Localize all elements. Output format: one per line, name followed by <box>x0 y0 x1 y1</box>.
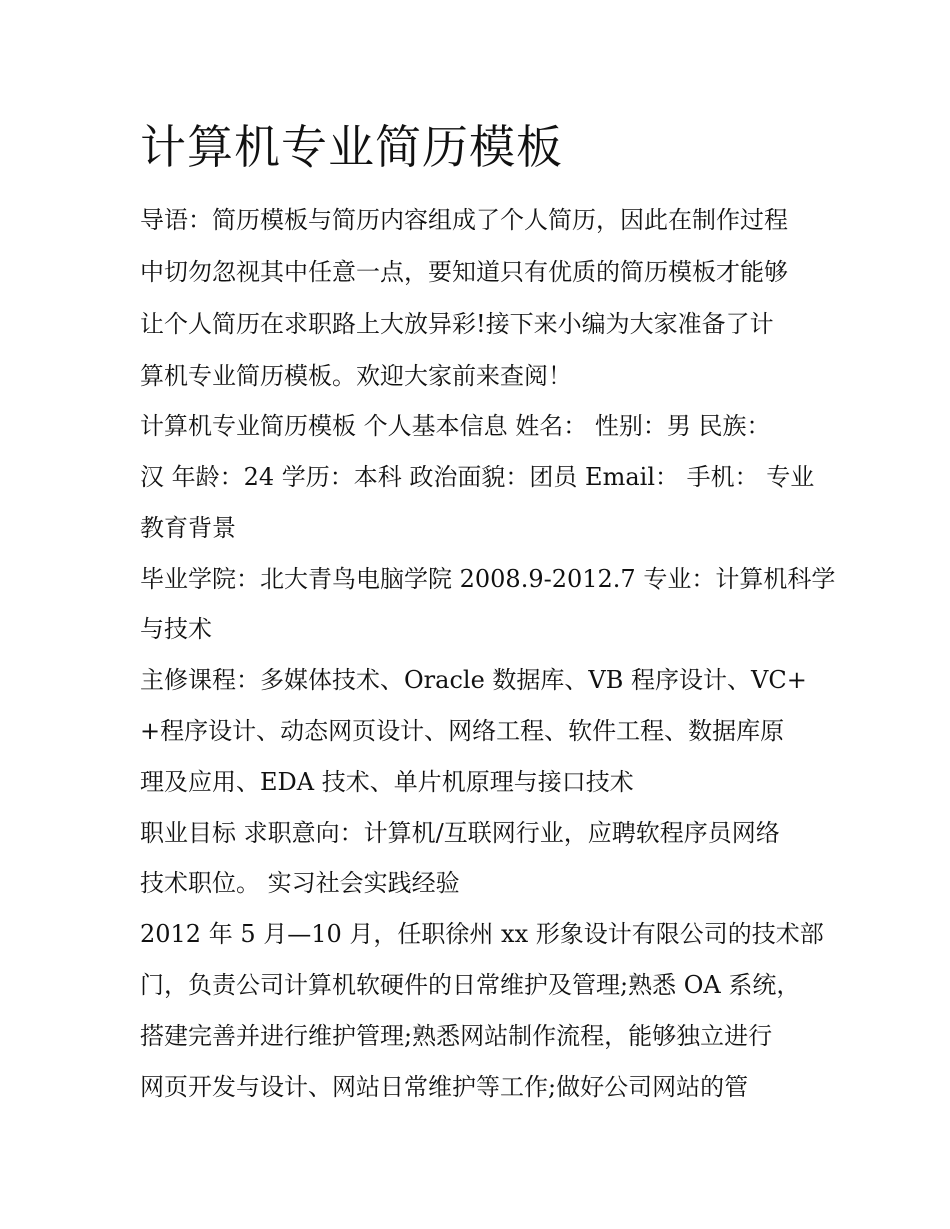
paragraph-line: 2012 年 5 月—10 月，任职徐州 xx 形象设计有限公司的技术部 <box>140 920 824 948</box>
paragraph-line: 主修课程：多媒体技术、Oracle 数据库、VB 程序设计、VC+ <box>140 666 807 694</box>
paragraph-line: 计算机专业简历模板 个人基本信息 姓名： 性别：男 民族： <box>140 412 771 440</box>
paragraph-line: 技术职位。 实习社会实践经验 <box>140 869 460 897</box>
paragraph-line: 职业目标 求职意向：计算机/互联网行业，应聘软程序员网络 <box>140 819 780 847</box>
paragraph-line: 网页开发与设计、网站日常维护等工作;做好公司网站的管 <box>140 1073 749 1101</box>
paragraph-line: +程序设计、动态网页设计、网络工程、软件工程、数据库原 <box>140 717 785 745</box>
paragraph-line: 汉 年龄：24 学历：本科 政治面貌：团员 Email： 手机： 专业 <box>140 463 815 491</box>
paragraph-line: 门，负责公司计算机软硬件的日常维护及管理;熟悉 OA 系统， <box>140 971 801 999</box>
paragraph-line: 教育背景 <box>140 514 236 542</box>
paragraph-line: 理及应用、EDA 技术、单片机原理与接口技术 <box>140 768 634 796</box>
paragraph-line: 与技术 <box>140 615 212 643</box>
paragraph-line: 导语：简历模板与简历内容组成了个人简历，因此在制作过程 <box>140 206 788 234</box>
paragraph-line: 毕业学院：北大青鸟电脑学院 2008.9-2012.7 专业：计算机科学 <box>140 565 836 593</box>
document-title: 计算机专业简历模板 <box>140 120 563 174</box>
paragraph-line: 中切勿忽视其中任意一点，要知道只有优质的简历模板才能够 <box>140 258 788 286</box>
paragraph-line: 让个人简历在求职路上大放异彩!接下来小编为大家准备了计 <box>140 310 774 338</box>
paragraph-line: 算机专业简历模板。欢迎大家前来查阅！ <box>140 362 572 390</box>
paragraph-line: 搭建完善并进行维护管理;熟悉网站制作流程，能够独立进行 <box>140 1022 773 1050</box>
